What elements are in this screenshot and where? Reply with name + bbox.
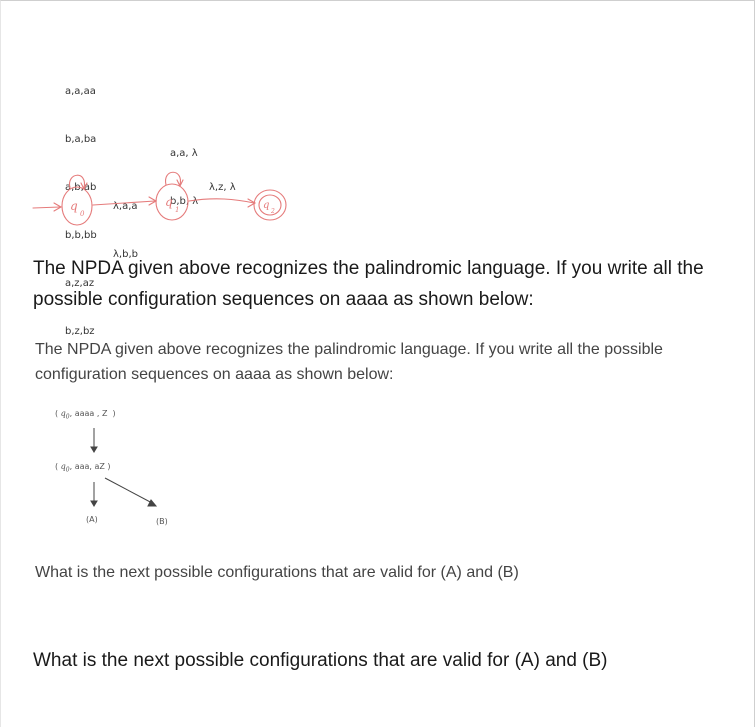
config-2: ( $q_0$, aaa, aZ ) [55, 462, 111, 474]
q0-subscript: 0 [80, 210, 85, 218]
problem-statement: The NPDA given above recognizes the palindromic language. If you write all the possible configuration sequences on aaaa as shown below: [33, 258, 704, 310]
q1-text: q [165, 195, 173, 209]
config-label-a: (A) [86, 515, 98, 524]
config-1-state-subscript: 0 [65, 413, 70, 421]
config-label-b: (B) [156, 517, 168, 526]
config-arrows [80, 420, 180, 510]
start-arrow [33, 207, 60, 208]
q0-q1-arrow [93, 201, 155, 205]
problem-statement-repeat: The NPDA given above recognizes the palindromic language. If you write all the possible configuration sequences on aaaa as shown below: [35, 341, 663, 383]
q0-q1-label: λ,b,b [113, 249, 138, 260]
q0-loop-label: b,a,ba [65, 134, 97, 145]
q0-loop-label: a,b,ab [65, 182, 97, 193]
q1-subscript: 1 [175, 206, 180, 214]
config-1-state: $q_0$ [60, 409, 70, 421]
config-1: ( $q_0$, aaaa , Z ) [55, 409, 116, 421]
q2-subscript: 2 [271, 208, 275, 215]
question: What is the next possible configurations that are valid for (A) and (B) [33, 650, 608, 671]
q0-loop-label: b,b,bb [65, 230, 97, 241]
q2-text: q [263, 200, 270, 211]
q0-loop-label: a,a,aa [65, 86, 96, 97]
config-2-state: $q_0$ [60, 462, 70, 474]
q1-q2-label: λ,z, λ [209, 182, 236, 193]
config-2-state-subscript: 0 [65, 466, 70, 474]
q0-text: q [70, 199, 78, 213]
q0-q1-label: λ,a,a [113, 201, 138, 212]
npda-diagram [0, 0, 320, 240]
q1-q2-arrow [189, 199, 254, 203]
question-repeat: What is the next possible configurations that are valid for (A) and (B) [35, 564, 519, 581]
config-1-rest: , aaaa , Z [69, 409, 108, 418]
q1-loop-label: b,b, λ [170, 196, 199, 207]
q1-loop-label: a,a, λ [170, 148, 198, 159]
q0-loop-label: a,z,az [65, 278, 95, 289]
arrow-c2-b [105, 478, 154, 504]
config-2-rest: , aaa, aZ [69, 462, 105, 471]
q0-loop-label: b,z,bz [65, 326, 95, 337]
